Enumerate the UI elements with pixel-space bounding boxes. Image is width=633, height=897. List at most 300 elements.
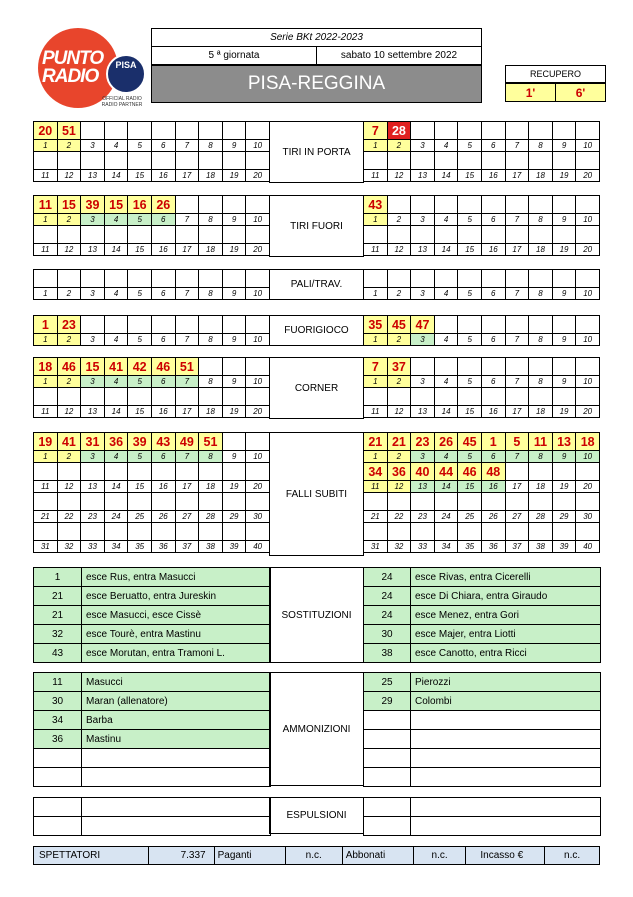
minute: 29 (364, 692, 411, 711)
event-cell (434, 270, 458, 288)
event-cell (199, 122, 223, 140)
slot-number: 16 (481, 170, 505, 182)
slot-number: 22 (57, 511, 81, 523)
event-cell (552, 388, 576, 406)
spettatori-value: 7.337 (148, 847, 214, 865)
event-cell (199, 523, 223, 541)
description: Pierozzi (411, 673, 601, 692)
event-cell (199, 358, 223, 376)
minute: 30 (364, 625, 411, 644)
slot-number: 6 (151, 214, 175, 226)
slot-number: 1 (364, 288, 388, 300)
slot-number: 1 (364, 334, 388, 346)
event-cell (576, 388, 600, 406)
event-cell (151, 122, 175, 140)
slot-number: 10 (246, 214, 270, 226)
event-cell (411, 358, 435, 376)
slot-number: 3 (411, 140, 435, 152)
round: 5 ª giornata (151, 46, 317, 65)
falli-subiti-left-grid (33, 432, 270, 553)
description: esce Majer, entra Liotti (411, 625, 601, 644)
slot-number: 3 (81, 376, 105, 388)
slot-number: 29 (222, 511, 246, 523)
event-cell (175, 152, 199, 170)
slot-number: 6 (151, 451, 175, 463)
slot-number: 15 (458, 244, 482, 256)
falli-subiti-label: FALLI SUBITI (269, 432, 364, 556)
event-cell (552, 152, 576, 170)
list-item (364, 644, 601, 663)
description (411, 711, 601, 730)
event-cell (505, 316, 529, 334)
espulsioni-label: ESPULSIONI (269, 797, 364, 834)
list-item (34, 749, 271, 768)
event-cell (81, 226, 105, 244)
slot-number: 10 (576, 451, 600, 463)
event-cell (104, 226, 128, 244)
event-cell: 41 (57, 433, 81, 451)
slot-number: 20 (576, 244, 600, 256)
event-cell (529, 493, 553, 511)
event-cell (128, 493, 152, 511)
description (411, 768, 601, 787)
slot-number: 26 (151, 511, 175, 523)
slot-number: 6 (481, 451, 505, 463)
slot-number: 14 (104, 406, 128, 418)
slot-number: 14 (104, 244, 128, 256)
slot-number: 5 (458, 376, 482, 388)
slot-number: 36 (151, 541, 175, 553)
slot-number: 1 (364, 451, 388, 463)
event-cell (128, 152, 152, 170)
event-cell (246, 226, 270, 244)
event-cell (411, 226, 435, 244)
tiri-fuori-left-grid (33, 195, 270, 256)
event-cell (104, 316, 128, 334)
event-cell (151, 316, 175, 334)
slot-number: 33 (411, 541, 435, 553)
slot-number: 5 (128, 140, 152, 152)
match-title: PISA-REGGINA (151, 65, 482, 103)
event-cell (481, 523, 505, 541)
event-cell: 21 (364, 433, 388, 451)
corner-right-grid (363, 357, 600, 418)
slot-number: 15 (128, 481, 152, 493)
pali-trav-label: PALI/TRAV. (269, 269, 364, 300)
event-cell (434, 152, 458, 170)
slot-number: 17 (175, 406, 199, 418)
logo-line1: PUNTO (42, 48, 104, 69)
slot-number: 16 (481, 406, 505, 418)
event-cell (151, 523, 175, 541)
slot-number: 5 (458, 451, 482, 463)
slot-number: 3 (411, 451, 435, 463)
slot-number: 23 (411, 511, 435, 523)
slot-number: 5 (128, 451, 152, 463)
event-cell (128, 523, 152, 541)
minute (34, 749, 82, 768)
slot-number: 40 (246, 541, 270, 553)
slot-number: 4 (434, 214, 458, 226)
event-cell (128, 122, 152, 140)
slot-number: 25 (458, 511, 482, 523)
minute: 24 (364, 587, 411, 606)
event-cell: 11 (529, 433, 553, 451)
event-cell (175, 122, 199, 140)
event-cell (481, 196, 505, 214)
event-cell (458, 196, 482, 214)
description: esce Menez, entra Gori (411, 606, 601, 625)
slot-number: 20 (246, 244, 270, 256)
event-cell (199, 152, 223, 170)
event-cell (104, 270, 128, 288)
event-cell (128, 316, 152, 334)
slot-number: 37 (505, 541, 529, 553)
slot-number: 5 (458, 214, 482, 226)
slot-number: 7 (505, 451, 529, 463)
slot-number: 5 (458, 288, 482, 300)
slot-number: 7 (175, 140, 199, 152)
slot-number: 7 (175, 334, 199, 346)
event-cell: 5 (505, 433, 529, 451)
sostituzioni-right (363, 567, 601, 663)
event-cell: 18 (34, 358, 58, 376)
slot-number: 8 (529, 214, 553, 226)
slot-number: 6 (151, 288, 175, 300)
event-cell: 26 (151, 196, 175, 214)
match-date: sabato 10 settembre 2022 (316, 46, 482, 65)
event-cell (505, 358, 529, 376)
slot-number: 6 (481, 334, 505, 346)
slot-number: 38 (199, 541, 223, 553)
event-cell (411, 388, 435, 406)
slot-number: 17 (175, 481, 199, 493)
event-cell (434, 388, 458, 406)
list-item (34, 692, 271, 711)
slot-number: 1 (364, 214, 388, 226)
sostituzioni-label: SOSTITUZIONI (269, 567, 364, 663)
event-cell (246, 358, 270, 376)
abbonati-label: Abbonati (342, 847, 413, 865)
event-cell: 51 (199, 433, 223, 451)
fuorigioco-label: FUORIGIOCO (269, 315, 364, 346)
slot-number: 19 (552, 481, 576, 493)
event-cell: 1 (34, 316, 58, 334)
fuorigioco-left-grid (33, 315, 270, 346)
event-cell (199, 493, 223, 511)
slot-number: 13 (411, 406, 435, 418)
slot-number: 24 (104, 511, 128, 523)
slot-number: 34 (104, 541, 128, 553)
event-cell: 35 (364, 316, 388, 334)
list-item (364, 673, 601, 692)
pali-trav-left-grid (33, 269, 270, 300)
event-cell (81, 152, 105, 170)
event-cell (81, 388, 105, 406)
event-cell (458, 226, 482, 244)
event-cell (481, 122, 505, 140)
slot-number: 18 (199, 481, 223, 493)
footer-table (33, 846, 600, 865)
event-cell (128, 226, 152, 244)
event-cell (529, 316, 553, 334)
description: Mastinu (82, 730, 271, 749)
event-cell (576, 463, 600, 481)
slot-number: 16 (151, 481, 175, 493)
slot-number: 21 (34, 511, 58, 523)
incasso-value: n.c. (545, 847, 600, 865)
event-cell (246, 388, 270, 406)
event-cell: 7 (364, 358, 388, 376)
event-cell (481, 226, 505, 244)
event-cell (222, 523, 246, 541)
slot-number: 15 (458, 170, 482, 182)
slot-number: 20 (576, 170, 600, 182)
slot-number: 2 (57, 334, 81, 346)
event-cell (34, 226, 58, 244)
slot-number: 7 (505, 214, 529, 226)
paganti-label: Paganti (214, 847, 285, 865)
slot-number: 11 (34, 481, 58, 493)
slot-number: 22 (387, 511, 411, 523)
slot-number: 9 (222, 451, 246, 463)
slot-number: 31 (34, 541, 58, 553)
event-cell: 39 (128, 433, 152, 451)
event-cell: 26 (434, 433, 458, 451)
slot-number: 11 (34, 406, 58, 418)
event-cell (199, 388, 223, 406)
slot-number: 18 (199, 406, 223, 418)
slot-number: 15 (458, 406, 482, 418)
event-cell: 48 (481, 463, 505, 481)
event-cell (505, 226, 529, 244)
slot-number: 25 (128, 511, 152, 523)
slot-number: 9 (552, 334, 576, 346)
minute: 21 (34, 606, 82, 625)
slot-number: 8 (199, 376, 223, 388)
event-cell (222, 270, 246, 288)
espulsioni-left (33, 797, 271, 836)
slot-number: 19 (222, 244, 246, 256)
event-cell: 45 (458, 433, 482, 451)
event-cell (222, 122, 246, 140)
event-cell (175, 196, 199, 214)
description: esce Beruatto, entra Jureskin (82, 587, 271, 606)
event-cell (246, 523, 270, 541)
event-cell (529, 388, 553, 406)
slot-number: 39 (552, 541, 576, 553)
slot-number: 10 (246, 288, 270, 300)
slot-number: 19 (222, 170, 246, 182)
slot-number: 9 (552, 140, 576, 152)
slot-number: 2 (57, 214, 81, 226)
slot-number: 10 (576, 140, 600, 152)
slot-number: 9 (222, 376, 246, 388)
slot-number: 8 (529, 140, 553, 152)
event-cell (364, 388, 388, 406)
slot-number: 9 (222, 288, 246, 300)
event-cell (222, 358, 246, 376)
event-cell (199, 196, 223, 214)
minute (364, 711, 411, 730)
slot-number: 15 (128, 244, 152, 256)
slot-number: 18 (199, 170, 223, 182)
incasso-label: Incasso € (466, 847, 545, 865)
slot-number: 8 (199, 451, 223, 463)
slot-number: 31 (364, 541, 388, 553)
event-cell (364, 493, 388, 511)
event-cell (34, 270, 58, 288)
minute (34, 768, 82, 787)
event-cell (387, 493, 411, 511)
event-cell (529, 226, 553, 244)
event-cell (458, 316, 482, 334)
series-title: Serie BKt 2022-2023 (151, 28, 482, 47)
event-cell (529, 196, 553, 214)
slot-number: 3 (81, 451, 105, 463)
slot-number: 18 (529, 170, 553, 182)
event-cell: 34 (364, 463, 388, 481)
event-cell (434, 358, 458, 376)
event-cell (222, 226, 246, 244)
slot-number: 15 (128, 406, 152, 418)
event-cell (81, 523, 105, 541)
slot-number: 4 (104, 376, 128, 388)
slot-number: 1 (34, 214, 58, 226)
event-cell (505, 196, 529, 214)
event-cell (34, 152, 58, 170)
event-cell (481, 152, 505, 170)
minute (364, 749, 411, 768)
list-item (34, 625, 271, 644)
event-cell (552, 463, 576, 481)
tiri-fuori-label: TIRI FUORI (269, 195, 364, 257)
slot-number: 38 (529, 541, 553, 553)
list-item (34, 568, 271, 587)
slot-number: 5 (458, 334, 482, 346)
event-cell (364, 152, 388, 170)
list-item (364, 730, 601, 749)
description: Masucci (82, 673, 271, 692)
event-cell (411, 270, 435, 288)
event-cell: 28 (387, 122, 411, 140)
falli-subiti-right-grid (363, 432, 600, 553)
event-cell (434, 316, 458, 334)
description (411, 749, 601, 768)
event-cell (57, 493, 81, 511)
slot-number: 3 (81, 334, 105, 346)
event-cell (81, 316, 105, 334)
event-cell (151, 270, 175, 288)
slot-number: 1 (34, 140, 58, 152)
event-cell (104, 388, 128, 406)
slot-number: 12 (387, 170, 411, 182)
description (411, 730, 601, 749)
description: esce Tourè, entra Mastinu (82, 625, 271, 644)
slot-number: 3 (411, 376, 435, 388)
slot-number: 6 (151, 376, 175, 388)
event-cell (104, 463, 128, 481)
slot-number: 2 (387, 288, 411, 300)
slot-number: 10 (576, 214, 600, 226)
slot-number: 9 (222, 214, 246, 226)
slot-number: 4 (104, 451, 128, 463)
event-cell (364, 270, 388, 288)
event-cell (481, 316, 505, 334)
slot-number: 19 (552, 406, 576, 418)
slot-number: 30 (246, 511, 270, 523)
event-cell (458, 523, 482, 541)
slot-number: 8 (199, 288, 223, 300)
event-cell (458, 493, 482, 511)
slot-number: 20 (246, 481, 270, 493)
slot-number: 7 (505, 140, 529, 152)
slot-number: 13 (81, 244, 105, 256)
description: esce Rivas, entra Cicerelli (411, 568, 601, 587)
event-cell (128, 270, 152, 288)
slot-number: 2 (387, 451, 411, 463)
event-cell: 46 (57, 358, 81, 376)
logo-tagline-1: OFFICIAL RADIO (102, 96, 142, 102)
event-cell (151, 493, 175, 511)
slot-number: 17 (175, 170, 199, 182)
slot-number: 3 (81, 140, 105, 152)
event-cell (505, 493, 529, 511)
slot-number: 13 (81, 481, 105, 493)
slot-number: 14 (434, 406, 458, 418)
event-cell (246, 152, 270, 170)
event-cell (104, 152, 128, 170)
event-cell (57, 388, 81, 406)
slot-number: 3 (411, 334, 435, 346)
event-cell: 15 (81, 358, 105, 376)
slot-number: 1 (364, 376, 388, 388)
list-item (34, 644, 271, 663)
minute: 43 (34, 644, 82, 663)
event-cell: 43 (364, 196, 388, 214)
slot-number: 1 (34, 334, 58, 346)
event-cell: 51 (57, 122, 81, 140)
slot-number: 19 (222, 406, 246, 418)
event-cell (34, 523, 58, 541)
slot-number: 11 (364, 406, 388, 418)
event-cell: 11 (34, 196, 58, 214)
ammonizioni-left (33, 672, 271, 787)
event-cell: 37 (387, 358, 411, 376)
recupero-second: 6' (555, 83, 606, 102)
event-cell (175, 463, 199, 481)
event-cell (411, 523, 435, 541)
event-cell: 18 (576, 433, 600, 451)
slot-number: 6 (151, 140, 175, 152)
event-cell: 46 (458, 463, 482, 481)
punto-radio-logo (38, 28, 146, 110)
slot-number: 3 (81, 288, 105, 300)
event-cell (57, 226, 81, 244)
list-item (364, 625, 601, 644)
slot-number: 12 (57, 244, 81, 256)
slot-number: 17 (175, 244, 199, 256)
event-cell (246, 122, 270, 140)
slot-number: 17 (505, 244, 529, 256)
description: Colombi (411, 692, 601, 711)
slot-number: 20 (576, 406, 600, 418)
minute: 24 (364, 568, 411, 587)
slot-number: 18 (529, 481, 553, 493)
slot-number: 32 (387, 541, 411, 553)
event-cell (34, 463, 58, 481)
tiri-in-porta-right-grid (363, 121, 600, 182)
